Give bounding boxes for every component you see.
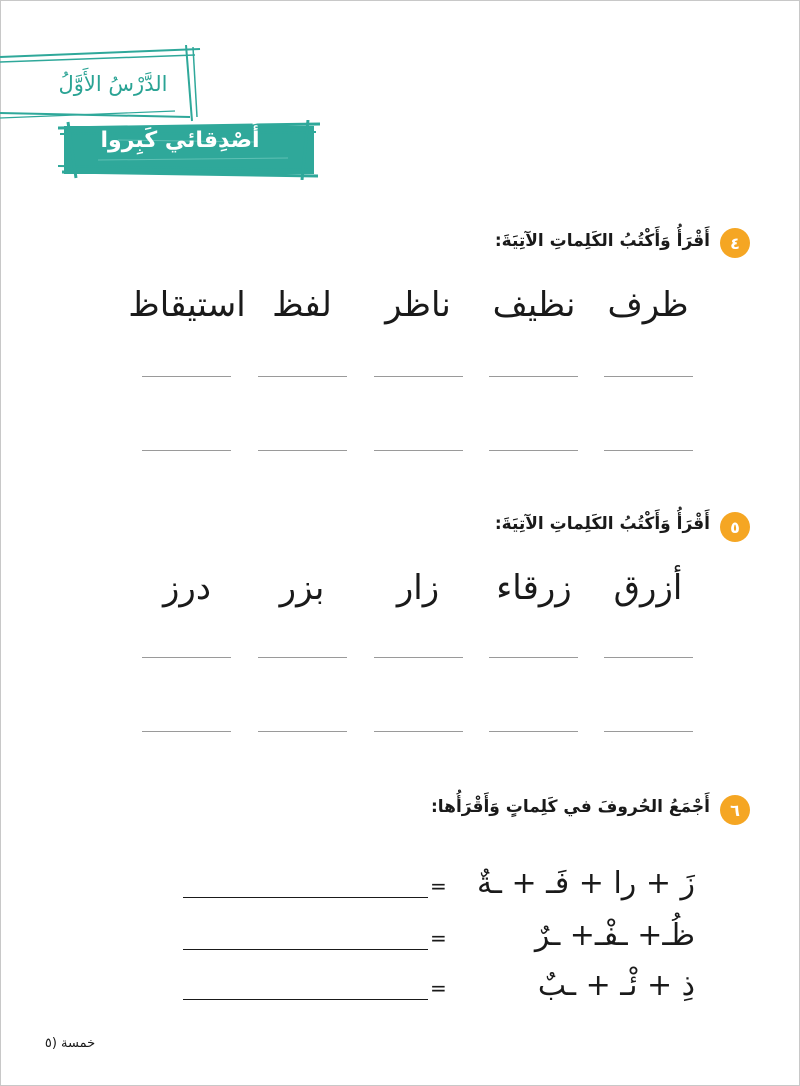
equals-sign: = [430,874,447,898]
exercise-number-badge: ٤ [720,228,750,258]
lesson-title: الدَّرْسُ الأَوَّلُ [58,72,168,96]
writing-line[interactable] [489,450,578,451]
word: بزر [279,568,325,608]
writing-line[interactable] [258,657,347,658]
word: ناظر [385,285,451,325]
writing-line[interactable] [142,731,231,732]
letter-equation: ظُـ+ ـفْـ+ ـرٌ [534,918,695,953]
unit-title: أَصْدِقائي كَبِروا [100,128,260,153]
writing-line[interactable] [142,657,231,658]
word: نظيف [492,285,576,325]
exercise-number-badge: ٦ [720,795,750,825]
answer-line[interactable] [183,999,428,1000]
writing-line[interactable] [489,731,578,732]
word: زرقاء [496,568,572,608]
word: ظرف [607,285,689,325]
writing-line[interactable] [489,376,578,377]
writing-line[interactable] [604,450,693,451]
word: لفظ [272,285,332,325]
writing-line[interactable] [374,376,463,377]
writing-line[interactable] [374,657,463,658]
writing-line[interactable] [374,450,463,451]
writing-line[interactable] [374,731,463,732]
letter-equation: ذِ + ئْـ + ـبٌ [537,968,695,1003]
word: أزرق [613,568,683,608]
writing-line[interactable] [142,376,231,377]
exercise-number-badge: ٥ [720,512,750,542]
writing-line[interactable] [258,376,347,377]
letter-equation: زَ + را + فَـ + ـةٌ [477,866,695,901]
writing-line[interactable] [258,450,347,451]
writing-line[interactable] [604,731,693,732]
equals-sign: = [430,926,447,950]
exercise-instruction: أَقْرَأُ وَأَكْتُبُ الكَلِماتِ الآتِيَةَ: [494,514,710,534]
writing-line[interactable] [604,376,693,377]
page-number: خمسة (٥ [44,1036,96,1051]
writing-line[interactable] [489,657,578,658]
exercise-instruction: أَجْمَعُ الحُروفَ في كَلِماتٍ وَأَقْرَأُها: [430,797,710,817]
answer-line[interactable] [183,949,428,950]
writing-line[interactable] [258,731,347,732]
word: استيقاظ [128,285,246,325]
answer-line[interactable] [183,897,428,898]
word: زار [396,568,440,608]
equals-sign: = [430,976,447,1000]
writing-line[interactable] [142,450,231,451]
writing-line[interactable] [604,657,693,658]
word: درز [163,568,211,608]
exercise-instruction: أَقْرَأُ وَأَكْتُبُ الكَلِماتِ الآتِيَةَ: [494,231,710,251]
